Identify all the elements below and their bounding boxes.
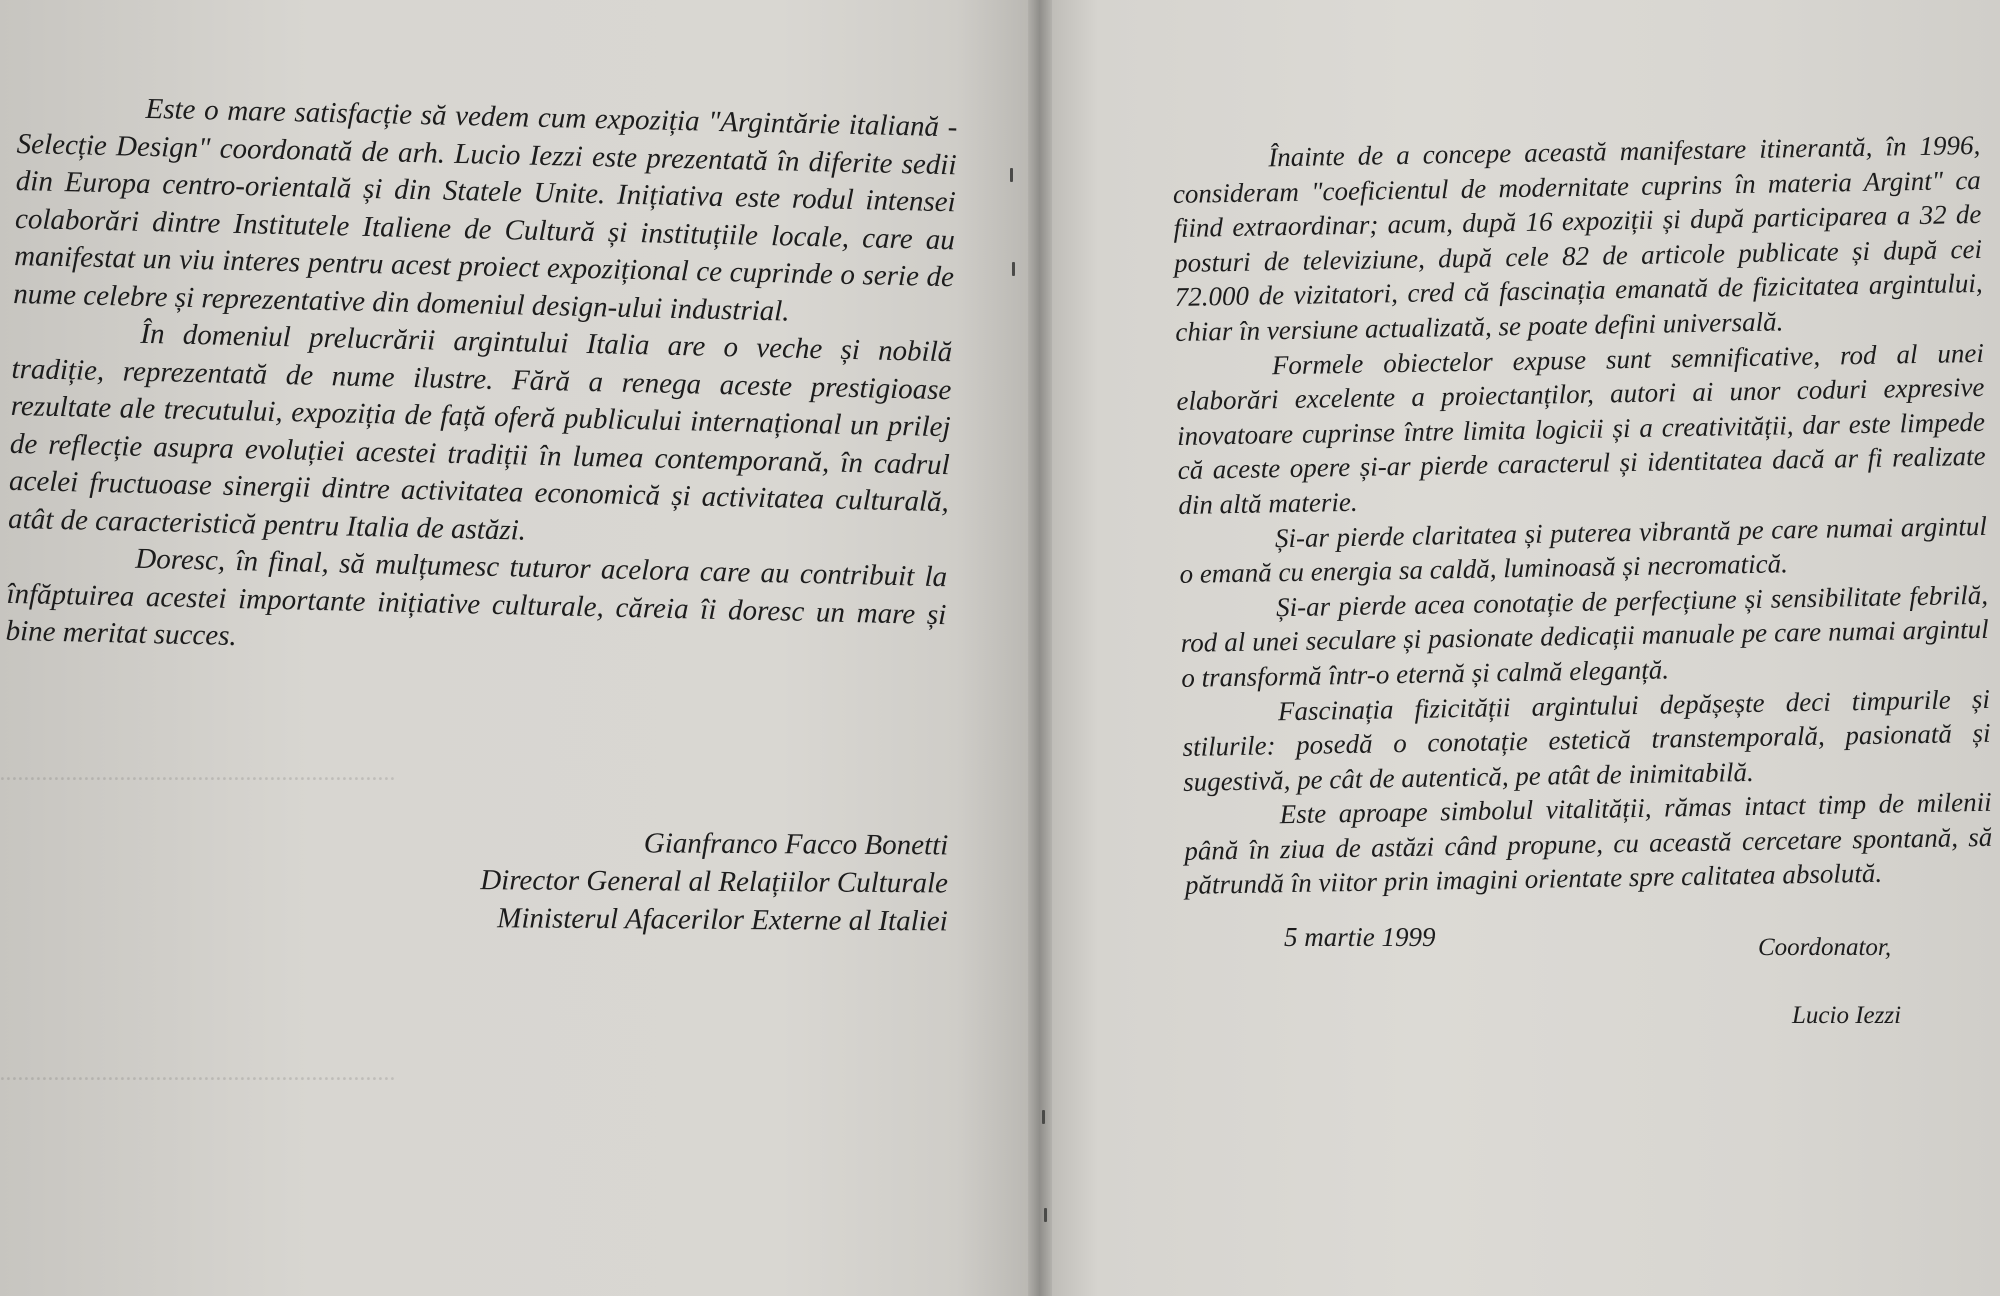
right-paragraph: Este aproape simbolul vitalității, rămas intact timp de milenii până în ziua de astăzi când propune, cu această cercetare spontană, să pătrundă în viitor prin imagini orientate spre calitatea absolută. <box>1184 787 1993 901</box>
signatory-name: Gianfranco Facco Bonetti <box>643 827 949 862</box>
right-paragraph: Și-ar pierde acea conotație de perfecțiune și sensibilitate febrilă, rod al unei seculare și pasionate dedicații manuale pe care numai argintul o transformă într-o eternă și calmă eleganță. <box>1180 579 1989 693</box>
right-page-body <box>1172 128 1993 903</box>
right-paragraph: Formele obiectelor expuse sunt semnificative, rod al unei elaborări excelente a proiectanților, autori ai unor coduri expresive inovatoare cuprinse între limita logicii și a creativității, dar este limpede că aceste opere și-ar pierde caracterul și identitatea dacă ar fi realizate din altă materie. <box>1176 337 1986 520</box>
left-signature <box>248 822 949 941</box>
coordinator-name: Lucio Iezzi <box>1792 1002 1902 1029</box>
bleed-through-text: .................................................................. <box>0 760 396 786</box>
right-paragraph: Fascinația fizicității argintului depășește deci timpurile și stilurile: posedă o conotație estetică transtemporală, pasionată și sugestivă, pe cât de autentică, pe atât de inimitabilă. <box>1182 683 1991 797</box>
document-date: 5 martie 1999 <box>1284 922 1436 952</box>
bleed-through-text: .................................................................. <box>0 1060 396 1086</box>
right-paragraph: Înainte de a concepe această manifestare itinerantă, în 1996, consideram "coeficientul de modernitate cuprins în materia Argint" ca fiind extraordinar; acum, după 16 expoziții și după participarea a 32 de posturi de televiziune, după cele 82 de articole publicate și după cei 72.000 de vizitatori, cred că fascinația emanată de fizicitatea argintului, chiar în versiune actualizată, se poate defini universală. <box>1172 129 1983 347</box>
right-paragraph: Și-ar pierde claritatea și puterea vibrantă pe care numai argintul o emană cu energia sa caldă, luminoasă și necromatică. <box>1179 510 1988 590</box>
signatory-title: Director General al Relațiilor Culturale <box>480 864 949 900</box>
left-page-body <box>5 88 958 672</box>
binding-stitch <box>1010 168 1013 182</box>
book-gutter <box>1028 0 1052 1296</box>
binding-stitch <box>1042 1110 1045 1124</box>
signatory-institution: Ministerul Afacerilor Externe al Italiei <box>497 902 948 938</box>
binding-stitch <box>1044 1208 1047 1222</box>
binding-stitch <box>1012 262 1015 276</box>
left-paragraph: Este o mare satisfacție să vedem cum expoziția "Argintărie italiană - Selecție Design" coordonată de arh. Lucio Iezzi este prezentată în diferite sedii din Europa centro-orientală și din Statele Unite. Inițiativa este rodul intensei colaborări dintre Institutele Italiene de Cultură și instituțiile locale, care au manifestat un viu interes pentru acest proiect expozițional ce cuprinde o serie de nume celebre și reprezentative din domeniul design-ului industrial. <box>12 92 958 328</box>
left-paragraph: În domeniul prelucrării argintului Italia are o veche și nobilă tradiție, reprezentată de nume ilustre. Fără a renega aceste prestigioase rezultate ale trecutului, expoziția de față oferă publicului internațional un prilej de reflecție asupra evoluției acestei tradiții în lumea contemporană, în cadrul acelei fructuoase sinergii dintre activitatea economică și activitatea culturală, atât de caracteristică pentru Italia de astăzi. <box>7 317 953 547</box>
left-paragraph: Doresc, în final, să mulțumesc tuturor acelora care au contribuit la înfăptuirea acestei importante inițiative culturale, căreia îi doresc un mare și bine meritat succes. <box>5 542 948 653</box>
coordinator-role: Coordonator, <box>1758 934 1892 961</box>
